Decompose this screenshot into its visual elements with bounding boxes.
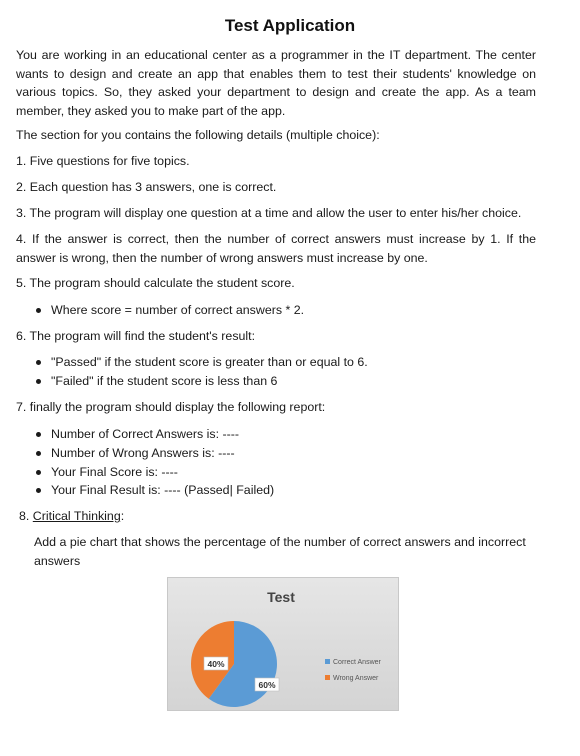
pie-chart-svg xyxy=(168,578,398,710)
bullet-item: "Failed" if the student score is less than 6 xyxy=(36,372,368,391)
bullet-item: "Passed" if the student score is greater than or equal to 6. xyxy=(36,353,368,372)
critical-thinking-label: Critical Thinking xyxy=(32,509,121,523)
item-8-number: 8. xyxy=(19,509,30,523)
data-label xyxy=(255,678,279,691)
requirement-2: 2. Each question has 3 answers, one is correct. xyxy=(16,180,277,194)
legend-item xyxy=(325,659,382,666)
requirement-6: 6. The program will find the student's result: xyxy=(16,329,256,343)
bullet-item: Your Final Result is: ---- (Passed| Failed) xyxy=(36,481,274,500)
legend-label: Wrong Answer xyxy=(333,675,379,682)
data-label-text: 40% xyxy=(207,659,225,669)
document-title: Test Application xyxy=(224,16,356,35)
intro-paragraph: You are working in an educational center as a programmer in the IT department. The center wants to design and create an app that enables them to test their students' knowledge on various topics. So, they asked your department to design and create the app. As a team member, they asked you to make part of the app. xyxy=(16,48,536,118)
bullet-item: Your Final Score is: ---- xyxy=(36,463,274,482)
requirement-5: 5. The program should calculate the student score. xyxy=(16,276,295,290)
legend-item xyxy=(325,675,379,682)
chart-legend xyxy=(325,659,382,682)
requirement-5-bullets xyxy=(36,301,304,320)
data-label xyxy=(204,657,228,670)
critical-thinking-text: Add a pie chart that shows the percentage of the number of correct answers and incorrect answers xyxy=(34,535,526,568)
pie-chart xyxy=(167,577,399,711)
legend-label: Correct Answer xyxy=(333,659,381,666)
legend-swatch xyxy=(325,659,330,664)
bullet-item: Number of Correct Answers is: ---- xyxy=(36,425,274,444)
legend-swatch xyxy=(325,675,330,680)
requirement-8 xyxy=(19,507,539,526)
bullet-item: Number of Wrong Answers is: ---- xyxy=(36,444,274,463)
report-bullets xyxy=(36,425,274,500)
item-8-colon: : xyxy=(120,509,125,523)
requirement-7: 7. finally the program should display the following report: xyxy=(16,400,326,414)
data-label-text: 60% xyxy=(258,680,276,690)
requirement-4: 4. If the answer is correct, then the number of correct answers must increase by 1. If the answer is wrong, then the number of wrong answers must increase by one. xyxy=(16,232,536,265)
section-intro: The section for you contains the following details (multiple choice): xyxy=(16,128,380,142)
requirement-3: 3. The program will display one question at a time and allow the user to enter his/her choice. xyxy=(16,206,522,220)
bullet-item: Where score = number of correct answers * 2. xyxy=(36,301,304,320)
requirement-1: 1. Five questions for five topics. xyxy=(16,154,190,168)
chart-title: Test xyxy=(267,589,295,605)
requirement-6-bullets xyxy=(36,353,368,391)
